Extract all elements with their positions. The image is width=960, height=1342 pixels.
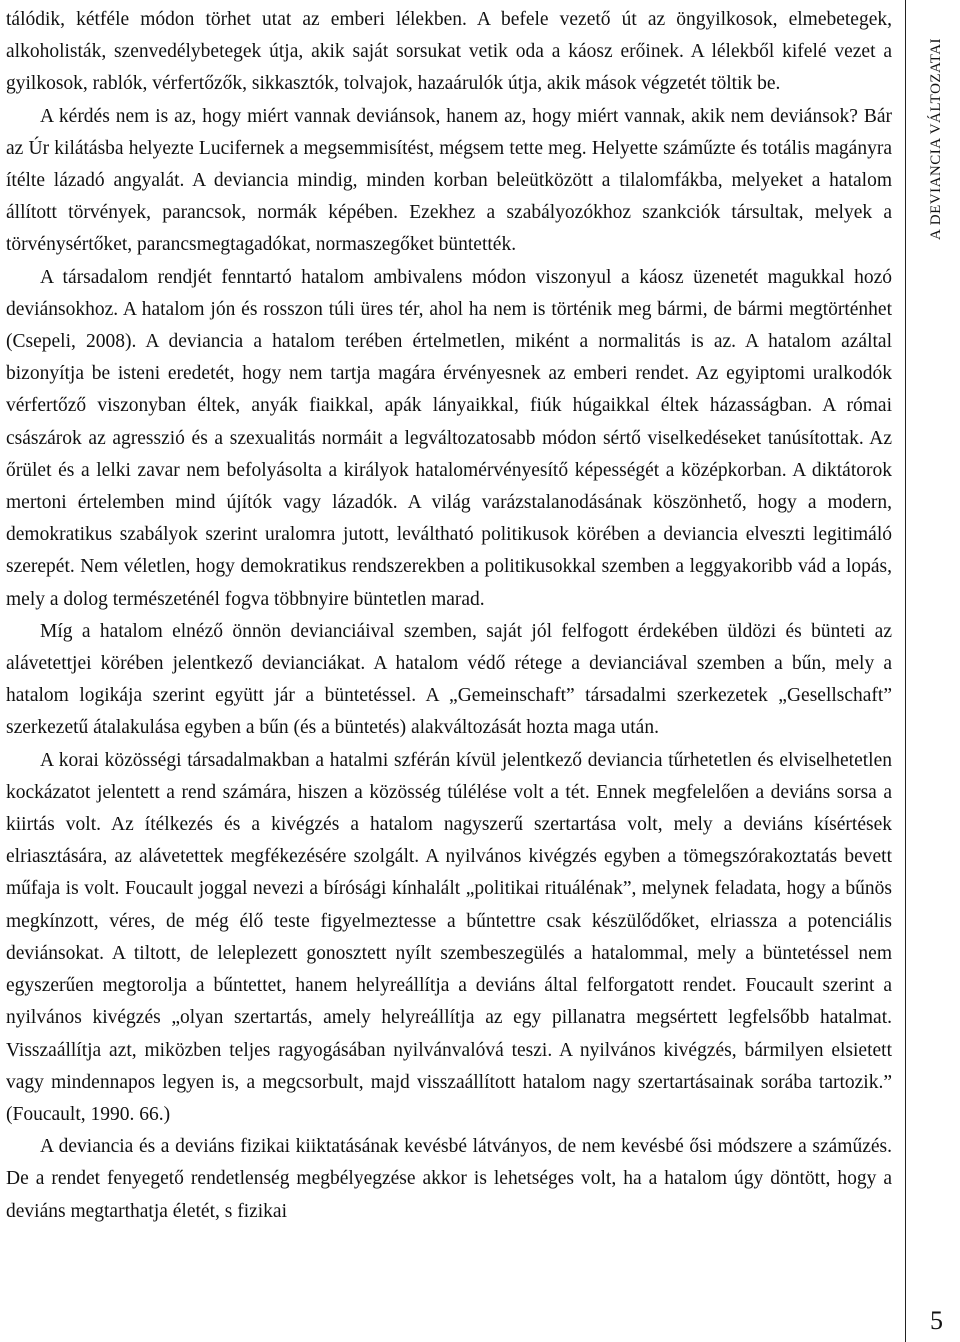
body-text bbox=[6, 4, 892, 1228]
paragraph-5: A korai közösségi társadalmakban a hatalmi szférán kívül jelentkező deviancia tűrhetetlen és elviselhetetlen kockázatot jelentett a rend számára, hiszen a közösség túlélése volt a tét. Ennek megfelelően a deviáns sorsa a kiirtás volt. Az ítélkezés és a kivégzés a hatalom nagyszerű szertartása volt, mely a deviáns kísértések elriasztására, az alávetettek megfékezésére szolgált. A nyilvános kivégzés egyben a tömegszórakoztatás bevett műfaja is volt. Foucault joggal nevezi a bírósági kínhalált „politikai rituálénak”, melynek feladata, hogy a bűnös megkínzott, véres, de még élő teste figyelmeztesse a bűntettre csak készülődőket, elriassza a potenciális deviánsokat. A tiltott, de leleplezett gonosztett nyílt szembeszegülés a hatalommal, mely a büntetéssel nem egyszerűen megtorolja a bűntettet, hanem helyreállítja a deviáns által felforgatott rendet. Foucault szerint a nyilvános kivégzés „olyan szertartás, amely helyreállítja az egy pillanatra megsértett legfelsőbb hatalmat. Visszaállítja azt, miközben teljes ragyogásában nyilvánvalóvá teszi. A nyilvános kivégzés, bármilyen elsietett vagy mindennapos legyen is, a megcsorbult, majd visszaállított hatalom nagy szertartásainak sorába tartozik.” (Foucault, 1990. 66.) bbox=[6, 749, 892, 1125]
running-head: A DEVIANCIA VÁLTOZATAI bbox=[928, 37, 944, 240]
paragraph-2: A kérdés nem is az, hogy miért vannak deviánsok, hanem az, hogy miért vannak, akik nem deviánsok? Bár az Úr kilátásba helyezte Lucifernek a megsemmisítést, mégsem tette meg. Helyette száműzte és totális magányra ítélte lázadó angyalát. A deviancia mindig, minden korban beleütközött a tilalomfákba, melyeket a hatalom állított törvények, parancsok, normák képében. Ezekhez a szabályozókhoz szankciók társultak, melyek a törvénysértőket, parancsmegtagadókat, normaszegőket büntették. bbox=[6, 105, 892, 256]
paragraph-6: A deviancia és a deviáns fizikai kiiktatásának kevésbé látványos, de nem kevésbé ősi módszere a száműzés. De a rendet fenyegető rendetlenség megbélyegzése akkor is lehetséges volt, ha a hatalom úgy döntött, hogy a deviáns megtarthatja életét, s fizikai bbox=[6, 1136, 892, 1222]
paragraph-1: tálódik, kétféle módon törhet utat az emberi lélekben. A befele vezető út az öngyilkosok, elmebetegek, alkoholisták, szenvedélybetegek útja, akik saját sorsukat vetik oda a káosz erőinek. A lélekből kifelé vezet a gyilkosok, rablók, vérfertőzők, sikkasztók, tolvajok, hazaárulók útja, akik mások végzetét töltik be. bbox=[6, 9, 892, 95]
margin-rule bbox=[905, 0, 906, 1342]
paragraph-4: Míg a hatalom elnéző önnön devianciáival szemben, saját jól felfogott érdekében üldözi és bünteti az alávetettjei körében jelentkező devianciákat. A hatalom védő rétege a devianciával szemben a bűn, mely a hatalom logikája szerint együtt jár a büntetéssel. A „Gemeinschaft” társadalmi szerkezetek „Gesellschaft” szerkezetű átalakulása egyben a bűn (és a büntetés) alakváltozását hozta maga után. bbox=[6, 620, 892, 739]
page-number: 5 bbox=[930, 1306, 943, 1335]
paragraph-3: A társadalom rendjét fenntartó hatalom ambivalens módon viszonyul a káosz üzenetét magukkal hozó deviánsokhoz. A hatalom jón és rosszon túli üres tér, ahol ha nem is történik meg bármi, de bármi megtörténhet (Csepeli, 2008). A deviancia a hatalom terében értelmetlen, miként a normalitás is az. A hatalom azáltal bizonyítja be isteni eredetét, hogy nem tartja magára érvényesnek az emberi rendet. Az egyiptomi uralkodók vérfertőző viszonyban éltek, anyák fiaikkal, apák lányaikkal, fiúk húgaikkal éltek házasságban. A római császárok az agresszió és a szexualitás normáit a legváltozatosabb módon sértő viselkedéseket tanúsítottak. Az őrület és a lelki zavar nem befolyásolta a királyok hatalomérvényesítő képességét a középkorban. A diktátorok mertoni értelemben mind újítók vagy lázadók. A világ varázstalanodásának köszönhető, hogy a modern, demokratikus szabályok szerint uralomra jutott, leváltható politikusok körében a deviancia elveszti legitimáló szerepét. Nem véletlen, hogy demokratikus rendszerekben a politikusokkal szemben a leggyakoribb vád a lopás, mely a dolog természeténél fogva többnyire büntetlen marad. bbox=[6, 266, 892, 610]
